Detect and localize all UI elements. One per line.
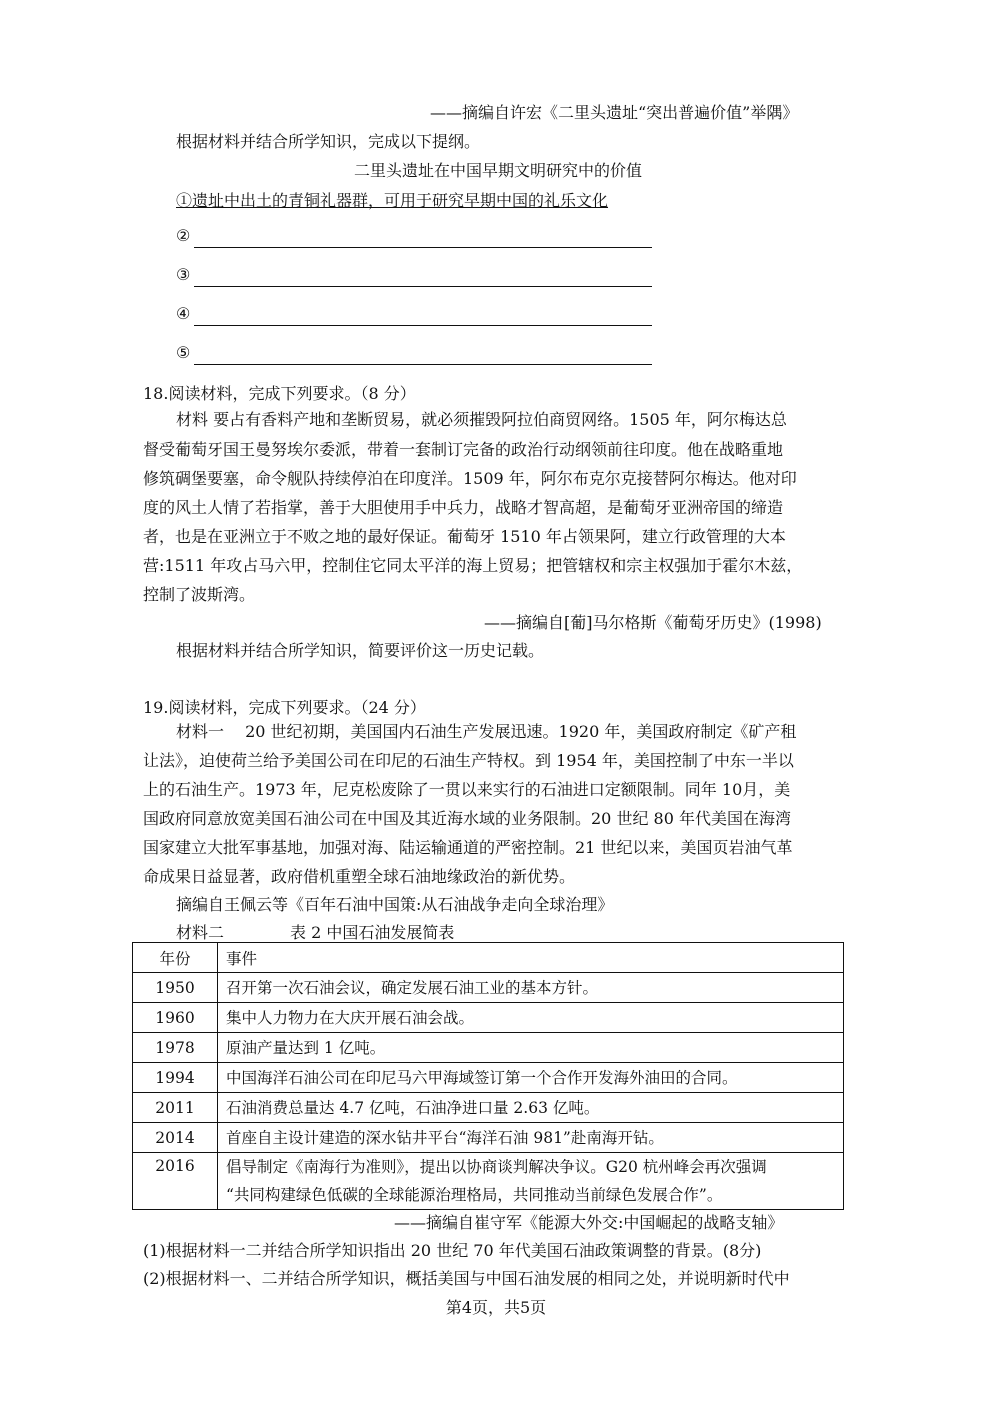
- table-row: [133, 1063, 844, 1093]
- header-year: 年份: [133, 943, 218, 973]
- blank-number: ④: [176, 304, 191, 323]
- q18-header: 18.阅读材料，完成下列要求。（8 分）: [143, 384, 416, 403]
- q19-line-4: 国政府同意放宽美国石油公司在中国及其近海水域的业务限制。20 世纪 80 年代美国在海湾: [143, 809, 791, 828]
- q18-line-1: 材料 要占有香料产地和垄断贸易，就必须摧毁阿拉伯商贸网络。1505 年，阿尔梅达总: [176, 410, 787, 429]
- outline-blank-4[interactable]: [176, 304, 652, 326]
- blank-line: [194, 247, 652, 248]
- instruction-outline: 根据材料并结合所学知识，完成以下提纲。: [176, 132, 481, 151]
- q18-line-6: 营:1511 年攻占马六甲，控制住它同太平洋的海上贸易；把管辖权和宗主权强加于霍尔木兹，: [143, 556, 803, 575]
- source-xuhong: ——摘编自许宏《二里头遗址“突出普遍价值”举隅》: [430, 103, 799, 122]
- row-event: 原油产量达到 1 亿吨。: [218, 1033, 844, 1063]
- q19-sub-2: (2)根据材料一、二并结合所学知识，概括美国与中国石油发展的相同之处，并说明新时代中: [143, 1269, 790, 1288]
- row-event-line-1: 倡导制定《南海行为准则》，提出以协商谈判解决争议。G20 杭州峰会再次强调: [226, 1158, 767, 1176]
- table-row: [133, 1093, 844, 1123]
- oil-development-table: [132, 942, 844, 1210]
- blank-number: ②: [176, 226, 191, 245]
- material-2-label: 材料二: [176, 923, 225, 942]
- header-event: 事件: [218, 943, 844, 973]
- table-row: [133, 1003, 844, 1033]
- q18-line-4: 度的风土人情了若指掌，善于大胆使用手中兵力，战略才智高超，是葡萄牙亚洲帝国的缔造: [143, 498, 784, 517]
- row-event: 石油消费总量达 4.7 亿吨，石油净进口量 2.63 亿吨。: [218, 1093, 844, 1123]
- row-year: 2016: [133, 1153, 218, 1210]
- q19-line-1: 材料一 20 世纪初期，美国国内石油生产发展迅速。1920 年，美国政府制定《矿产租: [176, 722, 797, 741]
- table-row: [133, 1153, 844, 1210]
- row-event-line-2: “共同构建绿色低碳的全球能源治理格局，共同推动当前绿色发展合作”。: [226, 1186, 723, 1204]
- blank-line: [194, 325, 652, 326]
- q18-instruction: 根据材料并结合所学知识，简要评价这一历史记载。: [176, 641, 545, 660]
- outline-title: 二里头遗址在中国早期文明研究中的价值: [354, 161, 643, 180]
- outline-blank-3[interactable]: [176, 265, 652, 287]
- q19-line-2: 让法》，迫使荷兰给予美国公司在印尼的石油生产特权。到 1954 年，美国控制了中东一半以: [143, 751, 794, 770]
- table-caption: 表 2 中国石油发展简表: [290, 923, 455, 942]
- row-event: [218, 1153, 844, 1210]
- q18-line-5: 者，也是在亚洲立于不败之地的最好保证。葡萄牙 1510 年占领果阿，建立行政管理的大本: [143, 527, 786, 546]
- blank-number: ⑤: [176, 343, 191, 362]
- q19-header: 19.阅读材料，完成下列要求。（24 分）: [143, 698, 426, 717]
- row-event: 集中人力物力在大庆开展石油会战。: [218, 1003, 844, 1033]
- q19-source-2: ——摘编自崔守军《能源大外交:中国崛起的战略支轴》: [394, 1213, 784, 1232]
- q19-line-3: 上的石油生产。1973 年，尼克松废除了一贯以来实行的石油进口定额限制。同年 10月，美: [143, 780, 791, 799]
- outline-item-1: ①遗址中出土的青铜礼器群，可用于研究早期中国的礼乐文化: [176, 191, 609, 210]
- row-year: 2011: [133, 1093, 218, 1123]
- q19-source-1: 摘编自王佩云等《百年石油中国策:从石油战争走向全球治理》: [176, 895, 614, 914]
- row-event: 中国海洋石油公司在印尼马六甲海域签订第一个合作开发海外油田的合同。: [218, 1063, 844, 1093]
- table-header-row: [133, 943, 844, 973]
- table-row: [133, 973, 844, 1003]
- blank-line: [194, 364, 652, 365]
- q19-sub-1: (1)根据材料一二并结合所学知识指出 20 世纪 70 年代美国石油政策调整的背景。(8分): [143, 1241, 762, 1260]
- q18-line-7: 控制了波斯湾。: [143, 585, 256, 604]
- q19-line-5: 国家建立大批军事基地，加强对海、陆运输通道的严密控制。21 世纪以来，美国页岩油气革: [143, 838, 793, 857]
- row-year: 1960: [133, 1003, 218, 1033]
- row-year: 1978: [133, 1033, 218, 1063]
- outline-blank-2[interactable]: [176, 226, 652, 248]
- row-year: 1950: [133, 973, 218, 1003]
- row-year: 1994: [133, 1063, 218, 1093]
- table-row: [133, 1033, 844, 1063]
- outline-blank-5[interactable]: [176, 343, 652, 365]
- table-row: [133, 1123, 844, 1153]
- row-event: 召开第一次石油会议，确定发展石油工业的基本方针。: [218, 973, 844, 1003]
- blank-number: ③: [176, 265, 191, 284]
- row-year: 2014: [133, 1123, 218, 1153]
- blank-line: [194, 286, 652, 287]
- page-footer: 第4页，共5页: [445, 1298, 547, 1317]
- q18-line-2: 督受葡萄牙国王曼努埃尔委派，带着一套制订完备的政治行动纲领前往印度。他在战略重地: [143, 440, 784, 459]
- q19-line-6: 命成果日益显著，政府借机重塑全球石油地缘政治的新优势。: [143, 867, 576, 886]
- q18-line-3: 修筑碉堡要塞，命令舰队持续停泊在印度洋。1509 年，阿尔布克尔克接替阿尔梅达。他对印: [143, 469, 797, 488]
- q18-source: ——摘编自[葡]马尔格斯《葡萄牙历史》(1998): [484, 613, 822, 632]
- row-event: 首座自主设计建造的深水钻井平台“海洋石油 981”赴南海开钻。: [218, 1123, 844, 1153]
